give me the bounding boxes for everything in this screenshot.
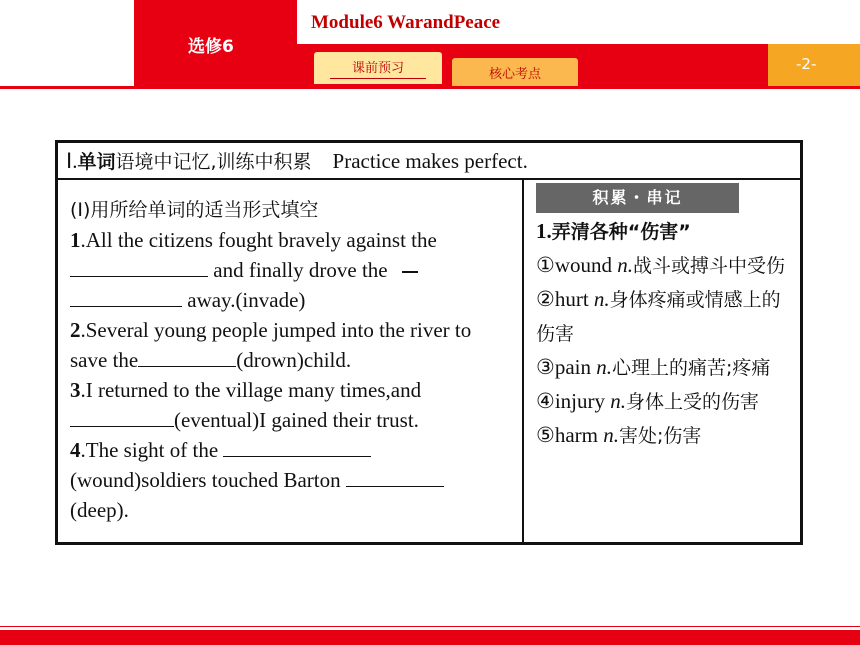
item-text: (deep). (70, 498, 129, 522)
note-meaning: 心理上的痛苦;疼痛 (611, 357, 771, 379)
answer-blank[interactable] (70, 258, 208, 277)
note-pos: n. (593, 287, 610, 311)
section-roman: Ⅰ. (66, 149, 78, 173)
answer-blank[interactable] (70, 408, 174, 427)
note-meaning: 害处;伤害 (618, 425, 702, 447)
note-pos: n. (617, 253, 633, 277)
section-subtitle: 语境中记忆,训练中积累 (115, 151, 312, 173)
exercise-box (55, 140, 803, 545)
item-number: 2 (70, 318, 81, 342)
note-word: injury (554, 389, 605, 413)
tab-key-points[interactable] (452, 58, 578, 86)
note-entry (536, 249, 798, 283)
exercise-instruction: (Ⅰ)用所给单词的适当形式填空 (70, 199, 319, 221)
note-mark: ④ (536, 389, 555, 413)
note-pos: n. (610, 389, 626, 413)
section-heading (58, 143, 800, 180)
note-pos: n. (596, 355, 612, 379)
tab-key-points-label: 核心考点 (488, 66, 541, 82)
section-title: 单词 (77, 151, 116, 173)
note-mark: ① (536, 253, 555, 277)
item-text: and finally drove the (213, 258, 388, 282)
note-word: hurt (554, 287, 589, 311)
item-text: All the citizens fought bravely against the (85, 228, 437, 252)
item-text: away.(invade) (187, 288, 306, 312)
notes-column (536, 183, 798, 453)
notes-title-number: 1. (536, 219, 552, 243)
item-text: I returned to the village many times,and (85, 378, 422, 402)
note-entry (536, 385, 798, 419)
note-entry (536, 283, 798, 351)
tab-preview-label: 课前预习 (330, 57, 426, 79)
notes-heading: 积累・串记 (536, 183, 739, 213)
item-text: (eventual)I gained their trust. (174, 408, 419, 432)
item-number: 3 (70, 378, 81, 402)
header-divider (0, 86, 860, 89)
page-number: -2- (796, 55, 817, 73)
notes-title (536, 215, 798, 249)
note-mark: ③ (536, 355, 555, 379)
item-text: Several young people jumped into the river to save the (70, 318, 472, 372)
answer-blank[interactable] (70, 288, 182, 307)
item-number: 4 (70, 438, 81, 462)
note-word: wound (554, 253, 612, 277)
notes-list (536, 215, 798, 453)
footer-thin-rule (0, 626, 860, 627)
item-text: (wound)soldiers touched Barton (70, 468, 341, 492)
note-mark: ② (536, 287, 555, 311)
column-divider (522, 180, 524, 542)
note-pos: n. (603, 423, 619, 447)
footer-band (0, 630, 860, 645)
note-word: harm (554, 423, 598, 447)
exercise-item-4: 4.The sight of the (wound)soldiers touched Barton (deep). (70, 435, 510, 525)
note-entry (536, 419, 798, 453)
section-motto: Practice makes perfect. (332, 149, 528, 173)
note-word: pain (554, 355, 591, 379)
note-entry (536, 351, 798, 385)
notes-title-text: 弄清各种“伤害” (551, 221, 691, 243)
note-meaning: 身体上受的伤害 (626, 391, 760, 413)
item-text: (drown)child. (236, 348, 352, 372)
module-title: Module6 WarandPeace (311, 12, 501, 33)
tab-preview[interactable] (314, 52, 442, 84)
exercise-item-2: 2.Several young people jumped into the river to save the (drown)child. (70, 318, 472, 372)
note-meaning: 身体疼痛或情感上的伤害 (536, 289, 781, 345)
answer-blank[interactable] (138, 348, 236, 367)
dash-mark (402, 271, 418, 273)
exercise-column (70, 195, 510, 525)
item-number: 1 (70, 228, 81, 252)
answer-blank[interactable] (346, 468, 444, 487)
item-text: The sight of the (85, 438, 219, 462)
exercise-item-3: 3.I returned to the village many times,and (eventual)I gained their trust. (70, 378, 422, 432)
note-mark: ⑤ (536, 423, 555, 447)
answer-blank[interactable] (223, 438, 371, 457)
exercise-item-1: 1.All the citizens fought bravely against the and finally drove the away.(invade) (70, 228, 437, 312)
note-meaning: 战斗或搏斗中受伤 (633, 255, 786, 277)
course-tag: 选修6 (188, 37, 234, 57)
